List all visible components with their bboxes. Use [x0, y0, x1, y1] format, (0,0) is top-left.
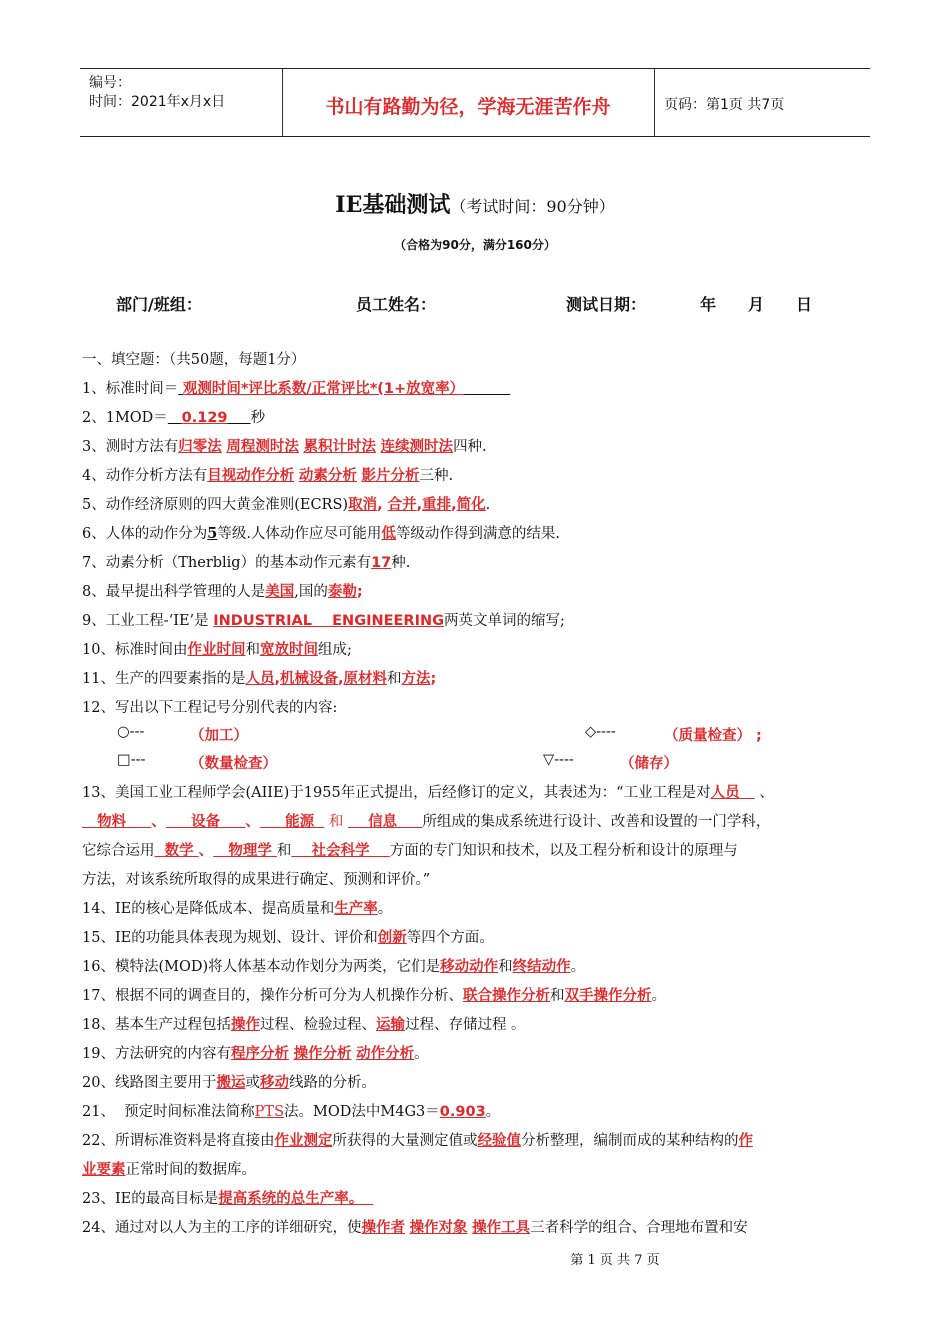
q11-text-mid: 和 [386, 671, 402, 687]
q9-text: 9、工业工程-‘IE’是 [82, 613, 209, 629]
question-11: 11、生产的四要素指的是人员,机械设备,原材料和方法; [82, 671, 437, 687]
q22-text: 22、所谓标准资料是将直接由 [82, 1133, 275, 1149]
q3-text-end: 四种. [453, 439, 487, 455]
q5-text: 5、动作经济原则的四大黄金准则(ECRS) [82, 497, 349, 513]
q22-text-mid-2: 分析整理，编制而成的某种结构的 [520, 1133, 739, 1149]
question-13-line-4: 方法，对该系统所取得的成果进行确定、预测和评价。” [82, 872, 431, 888]
q22-answer-3-cont: 业要素 [82, 1162, 126, 1178]
question-22-line-2 [82, 1158, 256, 1179]
q6-text-end: 等级动作得到满意的结果. [395, 526, 561, 542]
q13-answer-5: 信息 [368, 814, 398, 830]
question-10 [82, 638, 352, 659]
q5-answer-1: 取消 [348, 497, 378, 513]
q15-text: 15、IE的功能具体表现为规划、设计、评价和 [82, 930, 378, 946]
question-23 [82, 1187, 373, 1208]
q22-answer-2: 经验值 [477, 1133, 521, 1149]
q20-text: 20、线路图主要用于 [82, 1075, 217, 1091]
q11-answer-4: 方法 [401, 671, 431, 687]
question-8: 8、最早提出科学管理的人是美国,国的泰勒; [82, 584, 363, 600]
score-note: （合格为90分，满分160分） [394, 238, 556, 252]
date-label: 测试日期： [566, 295, 647, 314]
q22-answer-3: 作 [738, 1133, 753, 1149]
year-label: 年 [700, 295, 717, 314]
q3-answer-2: 周程测时法 [226, 439, 299, 455]
q18-text-end: 过程、存储过程 。 [404, 1017, 526, 1033]
q7-text: 7、动素分析（Therblig）的基本动作元素有 [82, 555, 372, 571]
month-label: 月 [748, 295, 765, 314]
q8-text-mid: ,国的 [294, 584, 328, 600]
q13-answer-6: 数学 [164, 843, 194, 859]
page-footer: 第 1 页 共 7 页 [570, 1253, 660, 1268]
dept-label: 部门/班组： [116, 295, 202, 314]
q8-answer-1: 美国 [265, 584, 295, 600]
q13-text-2: 所组成的集成系统进行设计、改善和设置的一门学科， [422, 814, 771, 830]
q22-text-mid: 所获得的大量测定值或 [332, 1133, 478, 1149]
q21-answer-1: PTS [254, 1104, 285, 1120]
q12-symbol-1: ○--- [117, 724, 145, 740]
number-label: 编号： [89, 75, 131, 91]
q19-answer-1: 程序分析 [230, 1046, 289, 1062]
q23-text: 23、IE的最高目标是 [82, 1191, 219, 1207]
q13-answer-3: 设备 [191, 814, 221, 830]
q5-answer-3: 重排 [422, 497, 452, 513]
q17-text-end: 。 [651, 988, 666, 1004]
question-7 [82, 551, 410, 572]
q23-answer: 提高系统的总生产率。 [218, 1191, 364, 1207]
q3-text: 3、测时方法有 [82, 439, 179, 455]
q13-answer-1: 人员 [710, 785, 740, 801]
q3-answer-1: 归零法 [178, 439, 222, 455]
q8-text: 8、最早提出科学管理的人是 [82, 584, 266, 600]
question-2 [82, 406, 265, 427]
q2-answer: 0.129 [181, 410, 228, 426]
q7-answer: 17 [371, 555, 392, 571]
q20-text-mid: 或 [245, 1075, 260, 1091]
q19-answer-2: 操作分析 [293, 1046, 352, 1062]
q10-text-end: 组成; [317, 642, 352, 658]
q21-text-mid: 法。MOD法中M4G3＝ [284, 1104, 440, 1120]
q12-symbol-2: ◇---- [585, 724, 616, 740]
q2-text-end: 秒 [250, 410, 266, 426]
q2-text: 2、1MOD＝ [82, 410, 168, 426]
q7-text-end: 种. [391, 555, 411, 571]
q13-text-3: 它综合运用 [82, 843, 155, 859]
header-right-cell [654, 69, 870, 136]
question-22 [82, 1129, 753, 1150]
q20-text-end: 线路的分析。 [288, 1075, 376, 1091]
name-label: 员工姓名： [356, 295, 437, 314]
header-motto-cell [282, 69, 655, 136]
q24-answer-1: 操作者 [361, 1220, 405, 1236]
q13-answer-2: 物料 [97, 814, 127, 830]
motto: 书山有路勤为径，学海无涯苦作舟 [325, 96, 611, 118]
day-label: 日 [796, 295, 813, 314]
q24-answer-2: 操作对象 [409, 1220, 468, 1236]
q4-text-end: 三种. [419, 468, 454, 484]
q6-answer-1: 5 [207, 525, 218, 542]
q11-answer-3: 原材料 [343, 671, 387, 687]
q13-and: 和 [328, 814, 344, 830]
q19-answer-3: 动作分析 [356, 1046, 415, 1062]
question-17 [82, 984, 666, 1005]
q15-answer: 创新 [377, 930, 407, 946]
q10-answer-2: 宽放时间 [259, 642, 318, 658]
question-4 [82, 464, 453, 485]
question-1 [82, 377, 510, 398]
question-14 [82, 897, 392, 918]
q16-answer-1: 移动动作 [440, 959, 499, 975]
q24-text: 24、通过对以人为主的工序的详细研究，使 [82, 1220, 362, 1236]
title-row [0, 188, 950, 219]
q3-answer-3: 累积计时法 [303, 439, 376, 455]
q14-answer: 生产率 [334, 901, 378, 917]
q10-text: 10、标准时间由 [82, 642, 188, 658]
q12-text: 12、写出以下工程记号分别代表的内容: [82, 700, 338, 716]
q13-and-2: 和 [276, 843, 292, 859]
q1-text: 1、标准时间＝ [82, 381, 179, 397]
question-24 [82, 1216, 748, 1237]
q12-answer-4: （储存） [620, 756, 678, 772]
time-label: 时间：2021年x月x日 [89, 94, 226, 110]
question-6 [82, 522, 560, 543]
q4-answer-2: 动素分析 [298, 468, 357, 484]
q13-answer-4: 能源 [285, 814, 315, 830]
q19-text: 19、方法研究的内容有 [82, 1046, 231, 1062]
question-20 [82, 1071, 376, 1092]
q18-text: 18、基本生产过程包括 [82, 1017, 231, 1033]
q19-text-end: 。 [414, 1046, 429, 1062]
q12-answer-1: （加工） [190, 728, 248, 744]
q18-answer-1: 操作 [230, 1017, 260, 1033]
q8-answer-2: 泰勒 [327, 584, 357, 600]
page-title: IE基础测试 [335, 192, 451, 218]
header-left-cell [80, 69, 283, 136]
q6-text: 6、人体的动作分为 [82, 526, 208, 542]
question-9 [82, 609, 565, 630]
q17-answer-1: 联合操作分析 [462, 988, 550, 1004]
q4-answer-3: 影片分析 [361, 468, 420, 484]
q9-answer: INDUSTRIAL ENGINEERING [213, 613, 445, 629]
q18-text-mid: 过程、检验过程、 [259, 1017, 376, 1033]
question-5: 5、动作经济原则的四大黄金准则(ECRS)取消, 合并,重排,简化. [82, 497, 491, 513]
q16-text-mid: 和 [498, 959, 513, 975]
q5-answer-4: 简化 [456, 497, 486, 513]
q17-text-mid: 和 [549, 988, 565, 1004]
title-note: （考试时间：90分钟） [450, 197, 615, 216]
q13-text-1: 13、美国工业工程师学会(AIIE)于1955年正式提出，后经修订的定义，其表述为：“工业工程是对 [82, 785, 711, 801]
q13-text-4: 方面的专门知识和技术，以及工程分析和设计的原理与 [389, 843, 738, 859]
question-18 [82, 1013, 526, 1034]
q17-text: 17、根据不同的调查目的，操作分析可分为人机操作分析、 [82, 988, 463, 1004]
q6-answer-2: 低 [381, 526, 396, 542]
q4-text: 4、动作分析方法有 [82, 468, 208, 484]
q12-symbol-4: ▽---- [543, 752, 574, 768]
question-13: 13、美国工业工程师学会(AIIE)于1955年正式提出，后经修订的定义，其表述为：“工业工程是对人员 、 [82, 785, 774, 801]
q21-text: 21、 预定时间标准法简称 [82, 1104, 255, 1120]
q22-answer-1: 作业测定 [274, 1133, 333, 1149]
question-13-line-3: 它综合运用 数学 、 物理学 和 社会科学 方面的专门知识和技术，以及工程分析和设计的原理与 [82, 843, 738, 859]
q22-text-end: 正常时间的数据库。 [125, 1162, 256, 1178]
q17-answer-2: 双手操作分析 [564, 988, 652, 1004]
q11-answer-2: 机械设备 [279, 671, 338, 687]
q21-text-end: 。 [485, 1104, 501, 1120]
q16-answer-2: 终结动作 [512, 959, 571, 975]
q20-answer-1: 搬运 [216, 1075, 246, 1091]
question-13-line-2: 物料 、 设备 、 能源 和 信息 所组成的集成系统进行设计、改善和设置的一门学科， [82, 810, 770, 831]
question-21 [82, 1100, 500, 1121]
question-16 [82, 955, 585, 976]
q13-answer-7: 物理学 [228, 843, 272, 859]
q5-answer-2: 合并 [387, 497, 417, 513]
q20-answer-2: 移动 [259, 1075, 289, 1091]
q4-answer-1: 目视动作分析 [207, 468, 295, 484]
q18-answer-2: 运输 [375, 1017, 405, 1033]
question-19 [82, 1042, 429, 1063]
q13-answer-8: 社会科学 [311, 843, 370, 859]
question-3 [82, 435, 487, 456]
q24-answer-3: 操作工具 [472, 1220, 531, 1236]
question-12 [82, 696, 337, 717]
q12-symbol-3: □--- [117, 752, 146, 768]
q12-answer-2: （质量检查） ; [664, 728, 762, 744]
q3-answer-4: 连续测时法 [380, 439, 454, 455]
question-15 [82, 926, 494, 947]
q15-text-end: 等四个方面。 [406, 930, 494, 946]
q16-text-end: 。 [570, 959, 586, 975]
q6-text-mid: 等级.人体动作应尽可能用 [217, 526, 382, 542]
q14-text-end: 。 [377, 901, 393, 917]
header-table [80, 68, 870, 137]
q24-text-end: 三者科学的组合、合理地布置和安 [530, 1220, 748, 1236]
section-heading: 一、填空题：（共50题，每题1分） [82, 352, 306, 368]
q12-answer-3: （数量检查） [190, 756, 277, 772]
q14-text: 14、IE的核心是降低成本、提高质量和 [82, 901, 335, 917]
q16-text: 16、模特法(MOD)将人体基本动作划分为两类，它们是 [82, 959, 441, 975]
q10-text-mid: 和 [245, 642, 260, 658]
q11-text: 11、生产的四要素指的是 [82, 671, 246, 687]
page-label: 页码：第1页 共7页 [664, 97, 785, 113]
q1-answer: 观测时间*评比系数/正常评比*(1+放宽率） [182, 381, 465, 397]
q10-answer-1: 作业时间 [187, 642, 246, 658]
q9-text-end: 两英文单词的缩写; [444, 613, 565, 629]
q21-answer-2: 0.903 [439, 1104, 486, 1120]
q11-answer-1: 人员 [245, 671, 275, 687]
